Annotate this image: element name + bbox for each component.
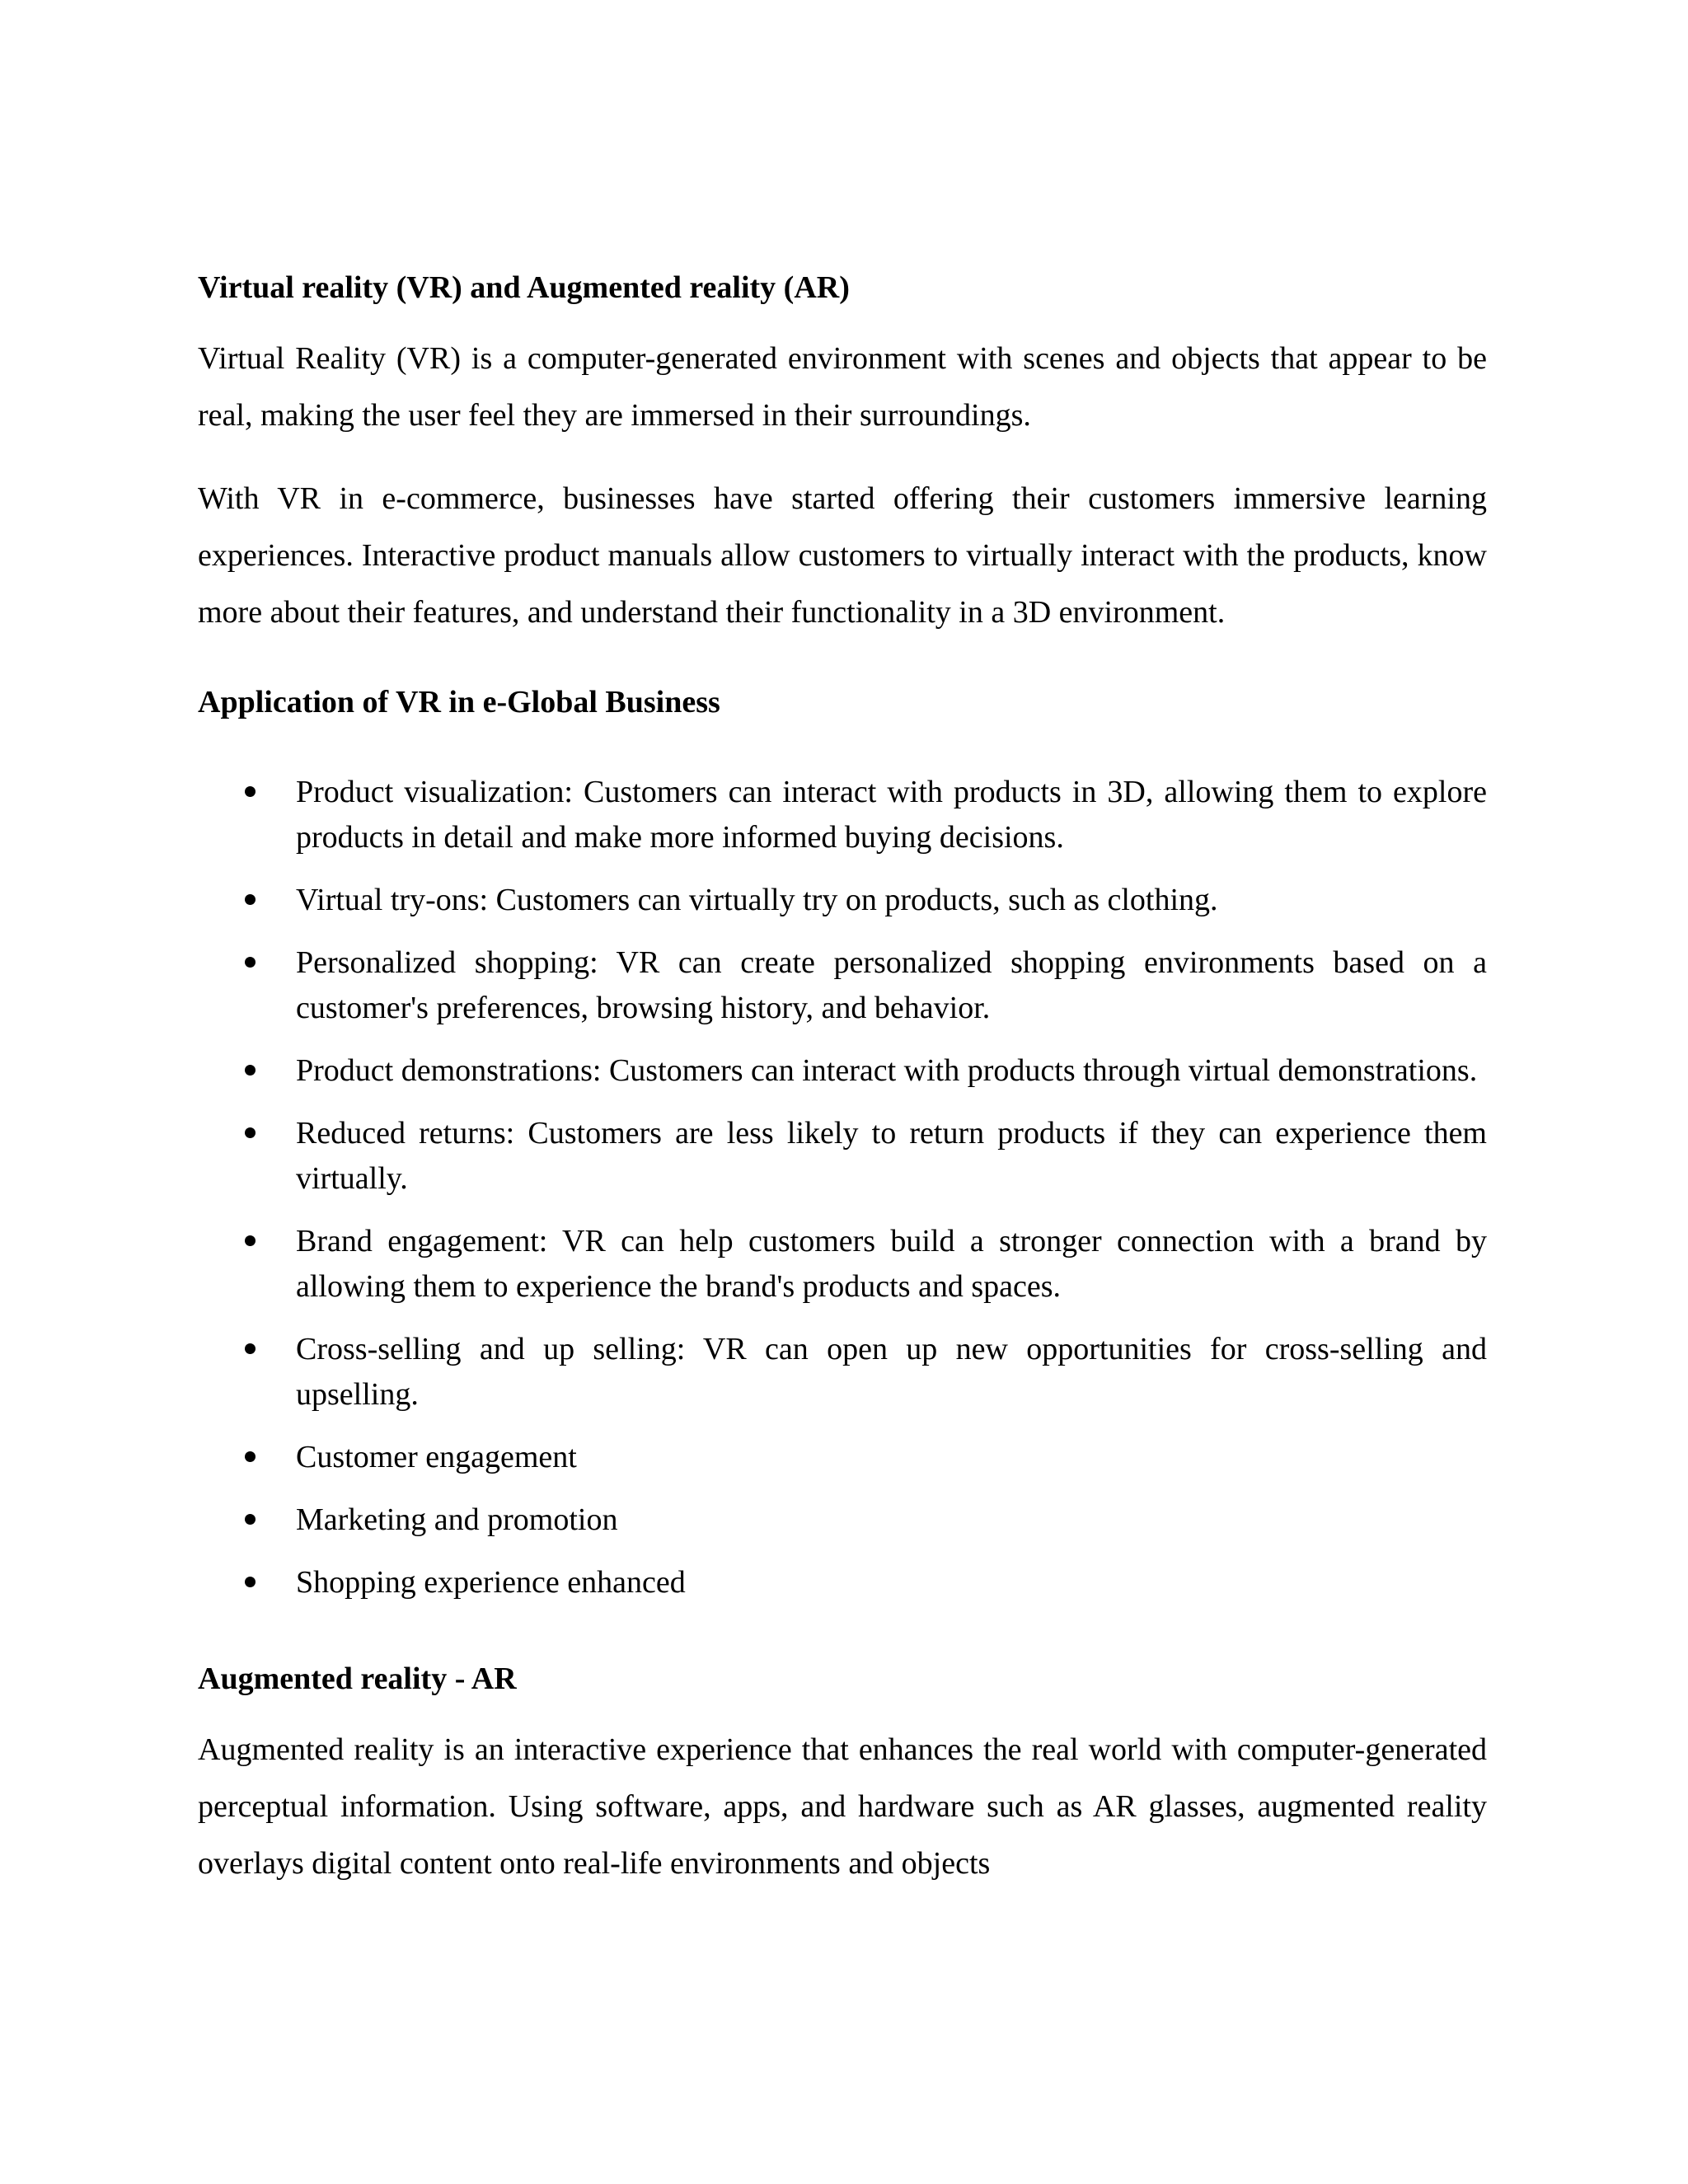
list-item-text: Virtual try-ons: Customers can virtually try on products, such as clothing.: [296, 883, 1218, 917]
list-item-text: Product visualization: Customers can interact with products in 3D, allowing them to explore products in detail and make more informed buying decisions.: [296, 775, 1487, 855]
list-item: [198, 1048, 1487, 1094]
list-item-text: Marketing and promotion: [296, 1502, 618, 1537]
bullet-icon: [245, 1577, 256, 1587]
list-item: [198, 1497, 1487, 1543]
vr-definition-paragraph: Virtual Reality (VR) is a computer-generated environment with scenes and objects that appear to be real, making the user feel they are immersed in their surroundings.: [198, 341, 1487, 433]
ar-heading: Augmented reality - AR: [198, 1661, 517, 1696]
bullet-icon: [245, 1065, 256, 1076]
bullet-icon: [245, 1451, 256, 1462]
bullet-icon: [245, 1343, 256, 1354]
list-item-text: Brand engagement: VR can help customers build a stronger connection with a brand by allowing them to experience the brand's products and spaces.: [296, 1224, 1487, 1304]
list-item-text: Shopping experience enhanced: [296, 1565, 686, 1600]
bullet-icon: [245, 1127, 256, 1138]
bullet-icon: [245, 894, 256, 905]
list-item-text: Product demonstrations: Customers can interact with products through virtual demonstrations.: [296, 1053, 1478, 1088]
list-item: [198, 878, 1487, 923]
bullet-icon: [245, 957, 256, 968]
ar-definition-paragraph: Augmented reality is an interactive experience that enhances the real world with computer-generated perceptual information. Using software, apps, and hardware such as AR glasses, augmented reality overlays digital content onto real-life environments and objects: [198, 1732, 1487, 1881]
list-item-text: Customer engagement: [296, 1440, 577, 1474]
list-item: [198, 1435, 1487, 1480]
list-item: [198, 1327, 1487, 1418]
vr-applications-heading: Application of VR in e-Global Business: [198, 685, 720, 719]
list-item: [198, 1560, 1487, 1605]
list-item-text: Personalized shopping: VR can create personalized shopping environments based on a customer's preferences, browsing history, and behavior.: [296, 945, 1487, 1025]
list-item: [198, 940, 1487, 1031]
bullet-icon: [245, 786, 256, 797]
list-item-text: Cross-selling and up selling: VR can open up new opportunities for cross-selling and upselling.: [296, 1332, 1487, 1412]
list-item: [198, 1111, 1487, 1202]
list-item: [198, 770, 1487, 860]
document-page: [198, 268, 1487, 1892]
document-title: Virtual reality (VR) and Augmented reality (AR): [198, 270, 850, 305]
vr-applications-list: [198, 770, 1487, 1605]
bullet-icon: [245, 1514, 256, 1525]
bullet-icon: [245, 1235, 256, 1246]
list-item: [198, 1219, 1487, 1310]
list-item-text: Reduced returns: Customers are less likely to return products if they can experience them virtually.: [296, 1116, 1487, 1196]
vr-ecommerce-paragraph: With VR in e-commerce, businesses have started offering their customers immersive learning experiences. Interactive product manuals allow customers to virtually interact with the products, know more about their features, and understand their functionality in a 3D environment.: [198, 481, 1487, 630]
